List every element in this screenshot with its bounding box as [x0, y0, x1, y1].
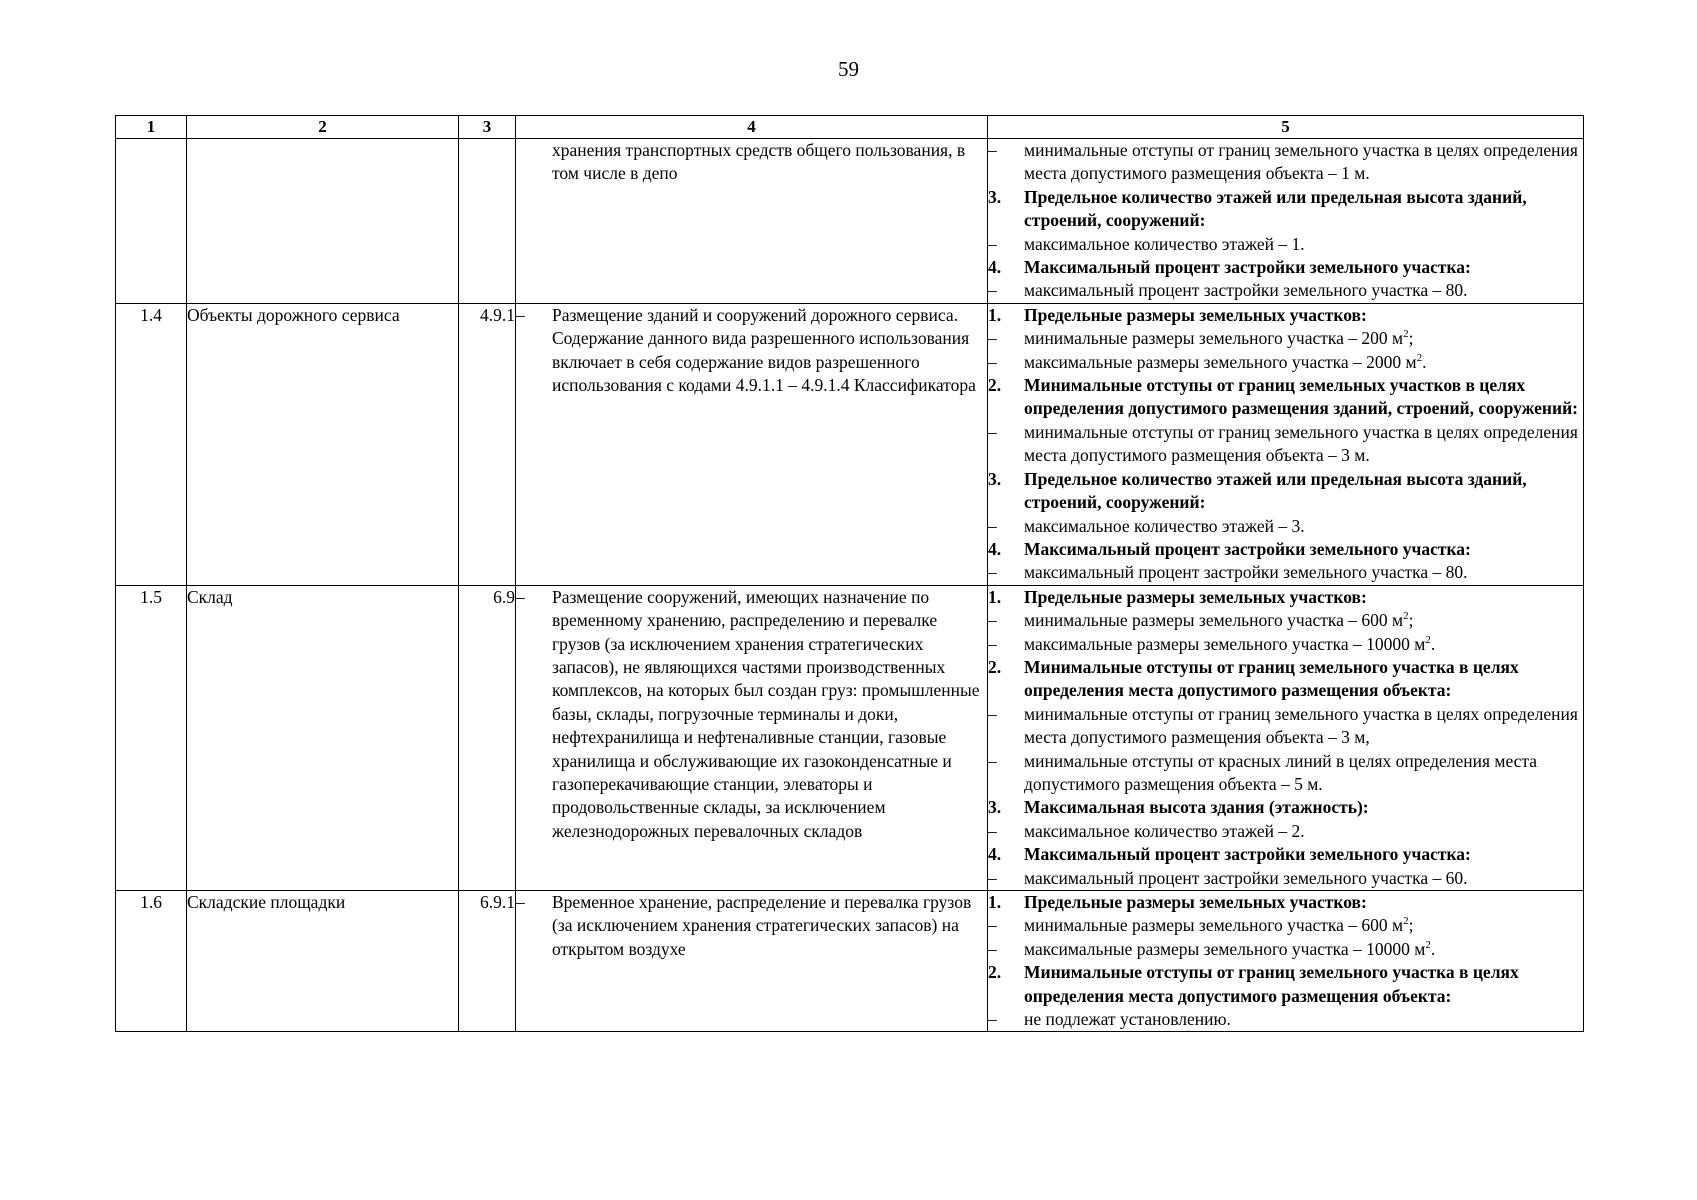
parameter-text: [1024, 609, 1583, 632]
parameter-item: [988, 820, 1583, 843]
parameter-heading: [988, 538, 1583, 561]
parameter-text-main: максимальные размеры земельного участка – 2000 м: [1024, 351, 1417, 372]
punctuation: .: [1422, 351, 1427, 372]
description-text: Размещение зданий и сооружений дорожного сервиса. Содержание данного вида разрешенного использования включает в себя содержание видов разрешенного использования с кодами 4.9.1.1 – 4.9.1.4 Классификатора: [552, 304, 976, 396]
list-marker: –: [988, 750, 997, 771]
parameter-text-main: максимальный процент застройки земельного участка – 80.: [1024, 280, 1468, 301]
superscript: 2: [1403, 915, 1409, 928]
parameter-text: [1024, 561, 1583, 584]
use-code: 6.9.1: [459, 891, 516, 1032]
parameter-item: [988, 703, 1583, 750]
parameter-text-main: минимальные размеры земельного участка – 200 м: [1024, 328, 1404, 349]
use-code: 4.9.1: [459, 303, 516, 585]
row-number: [116, 139, 187, 304]
parameter-item: [988, 867, 1583, 890]
parameter-text-main: Максимальный процент застройки земельного участка:: [1024, 257, 1471, 278]
parameter-text: [1024, 279, 1583, 302]
parameter-text-main: минимальные отступы от красных линий в целях определения места допустимого размещения объекта – 5 м.: [1024, 750, 1538, 794]
use-name: Склад: [187, 585, 459, 890]
list-marker: –: [988, 1009, 997, 1030]
list-marker: –: [988, 610, 997, 631]
list-marker: 1.: [988, 304, 1002, 325]
parameter-text-main: Минимальные отступы от границ земельного участка в целях определения места допустимого размещения объекта:: [1024, 656, 1519, 701]
use-description: [516, 139, 988, 304]
parameter-item: [988, 609, 1583, 632]
parameter-text-main: максимальный процент застройки земельного участка – 60.: [1024, 867, 1468, 888]
column-header: 2: [187, 116, 459, 139]
punctuation: .: [1430, 633, 1436, 654]
parameter-heading: [988, 656, 1583, 703]
parameter-item: [988, 139, 1583, 186]
parameter-text: [1024, 374, 1583, 421]
parameter-text-main: минимальные отступы от границ земельного участка в целях определения места допустимого размещения объекта – 3 м,: [1024, 703, 1578, 748]
list-marker: –: [988, 820, 997, 841]
list-marker: –: [988, 515, 997, 536]
parameter-item: [988, 351, 1583, 374]
superscript: 2: [1425, 938, 1431, 951]
parameter-text-main: максимальные размеры земельного участка – 10000 м: [1024, 633, 1426, 654]
parameter-text: [1024, 703, 1583, 750]
punctuation: ;: [1408, 328, 1414, 349]
description-dash: [516, 139, 552, 186]
parameter-text: [1024, 468, 1583, 515]
description-text: хранения транспортных средств общего пользования, в том числе в депо: [552, 140, 966, 184]
row-number: 1.6: [116, 891, 187, 1032]
parameter-heading: [988, 468, 1583, 515]
column-header: 5: [988, 116, 1584, 139]
parameter-item: [988, 515, 1583, 538]
parameter-text-main: Минимальные отступы от границ земельных участков в целях определения допустимого размещения зданий, строений, сооружений:: [1024, 375, 1578, 419]
parameter-text: [1024, 867, 1583, 890]
parameter-text-main: Предельные размеры земельных участков:: [1024, 892, 1367, 912]
list-marker: –: [988, 140, 997, 160]
list-marker: 2.: [988, 375, 1002, 396]
superscript: 2: [1403, 610, 1409, 623]
list-marker: 3.: [988, 186, 1002, 207]
parameter-item: [988, 279, 1583, 302]
table-row: [116, 891, 1584, 1032]
parameter-text-main: Предельное количество этажей или предельная высота зданий, строений, сооружений:: [1024, 468, 1527, 513]
parameter-text: [1024, 961, 1583, 1008]
list-marker: 1.: [988, 892, 1002, 912]
superscript: 2: [1425, 633, 1431, 646]
use-name: [187, 139, 459, 304]
parameter-text-main: максимальные размеры земельного участка – 10000 м: [1024, 938, 1426, 959]
list-marker: 4.: [988, 257, 1002, 278]
parameter-item: [988, 327, 1583, 350]
punctuation: .: [1430, 938, 1436, 959]
column-header: 3: [459, 116, 516, 139]
column-header: 4: [516, 116, 988, 139]
parameter-item: [988, 421, 1583, 468]
parameter-text: [1024, 796, 1583, 819]
parameters-cell: [988, 891, 1584, 1032]
parameter-text: [1024, 914, 1583, 937]
list-marker: 3.: [988, 468, 1002, 489]
parameter-text: [1024, 1008, 1583, 1031]
list-marker: –: [988, 938, 997, 959]
use-description: [516, 585, 988, 890]
parameter-item: [988, 938, 1583, 961]
parameter-text-main: Максимальная высота здания (этажность):: [1024, 797, 1369, 818]
parameter-text-main: Минимальные отступы от границ земельного участка в целях определения места допустимого размещения объекта:: [1024, 962, 1519, 1006]
description-dash: –: [516, 586, 525, 607]
parameter-text-main: максимальное количество этажей – 2.: [1024, 820, 1305, 841]
parameter-text-main: максимальный процент застройки земельного участка – 80.: [1024, 562, 1468, 583]
parameter-heading: [988, 961, 1583, 1008]
parameter-item: [988, 750, 1583, 797]
parameter-text-main: минимальные отступы от границ земельного участка в целях определения места допустимого размещения объекта – 3 м.: [1024, 421, 1578, 466]
parameter-item: [988, 633, 1583, 656]
parameter-text: [1024, 256, 1583, 279]
list-marker: 3.: [988, 797, 1002, 818]
parameter-heading: [988, 304, 1583, 327]
list-marker: –: [988, 915, 997, 936]
parameter-heading: [988, 796, 1583, 819]
list-marker: –: [988, 867, 997, 888]
parameter-text: [1024, 750, 1583, 797]
list-marker: –: [988, 633, 997, 654]
parameters-cell: [988, 585, 1584, 890]
parameter-heading: [988, 843, 1583, 866]
parameter-text: [1024, 938, 1583, 961]
parameter-text: [1024, 820, 1583, 843]
parameter-item: [988, 1008, 1583, 1031]
parameter-text-main: минимальные размеры земельного участка – 600 м: [1024, 610, 1404, 631]
list-marker: –: [988, 233, 997, 254]
parameter-text-main: минимальные отступы от границ земельного участка в целях определения места допустимого размещения объекта – 1 м.: [1024, 140, 1578, 184]
parameter-text-main: максимальное количество этажей – 1.: [1024, 233, 1305, 254]
parameter-heading: [988, 256, 1583, 279]
table-row: [116, 585, 1584, 890]
list-marker: –: [988, 351, 997, 372]
list-marker: 4.: [988, 538, 1002, 559]
description-dash: –: [516, 304, 525, 325]
superscript: 2: [1403, 328, 1409, 341]
parameter-text: [1024, 891, 1583, 914]
regulations-table: [115, 115, 1584, 1032]
parameter-text: [1024, 186, 1583, 233]
parameter-item: [988, 561, 1583, 584]
superscript: 2: [1416, 351, 1423, 364]
parameters-cell: [988, 303, 1584, 585]
parameter-text-main: минимальные размеры земельного участка – 600 м: [1024, 915, 1404, 936]
parameter-text-main: максимальное количество этажей – 3.: [1024, 515, 1305, 536]
parameter-heading: [988, 891, 1583, 914]
parameter-heading: [988, 374, 1583, 421]
list-marker: –: [988, 421, 997, 442]
parameter-text: [1024, 233, 1583, 256]
parameter-item: [988, 914, 1583, 937]
parameter-text: [1024, 139, 1583, 186]
parameter-text: [1024, 421, 1583, 468]
parameter-text-main: не подлежат установлению.: [1024, 1009, 1231, 1030]
description-text: Размещение сооружений, имеющих назначение по временному хранению, распределению и перевалке грузов (за исключением хранения стратегических запасов), не являющихся частями производственных комплексов, на которых был создан груз: промышленные базы, склады, погрузочные терминалы и доки, нефтехранилища и нефтеналивные станции, газовые хранилища и обслуживающие их газоконденсатные и газоперекачивающие станции, элеваторы и продовольственные склады, за исключением железнодорожных перевалочных складов: [552, 586, 980, 841]
table-header-row: [116, 116, 1584, 139]
column-header: 1: [116, 116, 187, 139]
row-number: 1.5: [116, 585, 187, 890]
list-marker: –: [988, 328, 997, 349]
page-number: 59: [838, 57, 859, 81]
punctuation: ;: [1408, 915, 1414, 936]
table-row: [116, 303, 1584, 585]
parameter-text-main: Максимальный процент застройки земельного участка:: [1024, 844, 1471, 865]
list-marker: 2.: [988, 962, 1002, 983]
parameter-heading: [988, 186, 1583, 233]
use-name: Складские площадки: [187, 891, 459, 1032]
list-marker: –: [988, 280, 997, 301]
description-dash: –: [516, 892, 525, 912]
parameter-text: [1024, 538, 1583, 561]
parameter-text: [1024, 304, 1583, 327]
list-marker: 4.: [988, 844, 1002, 865]
list-marker: –: [988, 703, 997, 724]
parameter-text: [1024, 327, 1583, 350]
use-code: [459, 139, 516, 304]
description-text: Временное хранение, распределение и перевалка грузов (за исключением хранения стратегических запасов) на открытом воздухе: [552, 892, 972, 959]
list-marker: 2.: [988, 656, 1002, 677]
parameter-text: [1024, 586, 1583, 609]
use-description: [516, 303, 988, 585]
row-number: 1.4: [116, 303, 187, 585]
parameter-text: [1024, 656, 1583, 703]
punctuation: ;: [1408, 610, 1414, 631]
use-description: [516, 891, 988, 1032]
use-name: Объекты дорожного сервиса: [187, 303, 459, 585]
parameter-text: [1024, 351, 1583, 374]
parameter-text: [1024, 515, 1583, 538]
list-marker: –: [988, 562, 997, 583]
list-marker: 1.: [988, 586, 1002, 607]
use-code: 6.9: [459, 585, 516, 890]
parameter-text-main: Предельное количество этажей или предельная высота зданий, строений, сооружений:: [1024, 186, 1527, 231]
parameter-item: [988, 233, 1583, 256]
table-row: [116, 139, 1584, 304]
parameter-heading: [988, 586, 1583, 609]
parameter-text-main: Максимальный процент застройки земельного участка:: [1024, 538, 1471, 559]
parameter-text-main: Предельные размеры земельных участков:: [1024, 586, 1367, 607]
parameters-cell: [988, 139, 1584, 304]
parameter-text: [1024, 843, 1583, 866]
parameter-text: [1024, 633, 1583, 656]
parameter-text-main: Предельные размеры земельных участков:: [1024, 304, 1367, 325]
